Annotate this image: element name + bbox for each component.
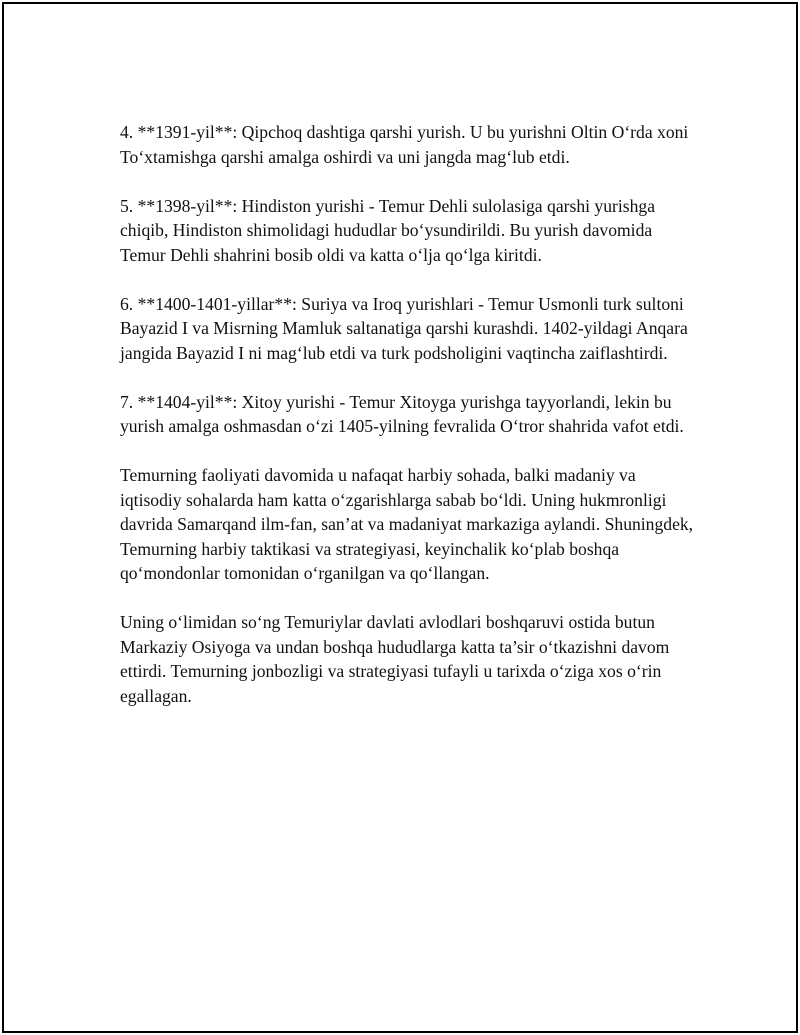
paragraph-item-6-1400-1401: 6. **1400-1401-yillar**: Suriya va Iroq yurishlari - Temur Usmonli turk sultoni Bayazid I va Misrning Mamluk saltanatiga qarshi kurashdi. 1402-yildagi Anqara jangida Bayazid I ni mag‘lub etdi va turk podsholigini vaqtincha zaiflashtirdi. [120,293,688,363]
document-page [2,2,798,1033]
paragraph-item-5-1398: 5. **1398-yil**: Hindiston yurishi - Temur Dehli sulolasiga qarshi yurishga chiqib, Hindiston shimolidagi hududlar bo‘ysundirildi. Bu yurish davomida Temur Dehli shahrini bosib oldi va katta o‘lja qo‘lga kiritdi. [120,195,656,265]
paragraph-temurid-state: Uning o‘limidan so‘ng Temuriylar davlati avlodlari boshqaruvi ostida butun Markaziy Osiyoga va undan boshqa hududlarga katta ta’sir o‘tkazishni davom ettirdi. Temurning jonbozligi va strategiyasi tufayli u tarixda o‘ziga xos o‘rin egallagan. [120,612,670,706]
paragraph-temur-legacy: Temurning faoliyati davomida u nafaqat harbiy sohada, balki madaniy va iqtisodiy sohalarda ham katta o‘zgarishlarga sabab bo‘ldi. Uning hukmronligi davrida Samarqand ilm-fan, san’at va madaniyat markaziga aylandi. Shuningdek, Temurning harbiy taktikasi va strategiyasi, keyinchalik ko‘plab boshqa qo‘mondonlar tomonidan o‘rganilgan va qo‘llangan. [120,465,694,583]
document-body [120,120,695,733]
paragraph-item-4-1391: 4. **1391-yil**: Qipchoq dashtiga qarshi yurish. U bu yurishni Oltin O‘rda xoni To‘xtamishga qarshi amalga oshirdi va uni jangda mag‘lub etdi. [120,122,689,167]
paragraph-item-7-1404: 7. **1404-yil**: Xitoy yurishi - Temur Xitoyga yurishga tayyorlandi, lekin bu yurish amalga oshmasdan o‘zi 1405-yilning fevralida O‘tror shahrida vafot etdi. [120,391,684,436]
